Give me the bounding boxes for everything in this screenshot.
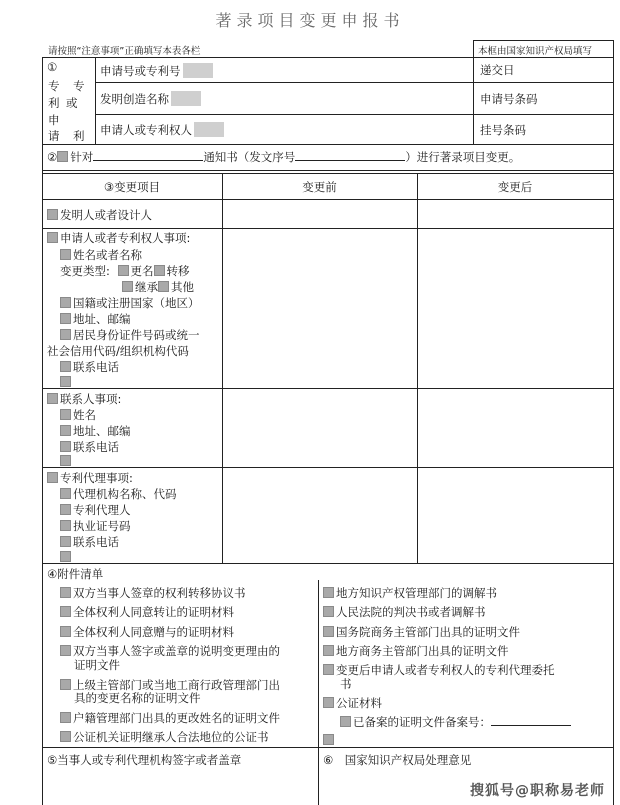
attachment-label: 人民法院的判决书或者调解书 xyxy=(336,605,486,619)
checkbox[interactable] xyxy=(60,520,71,531)
attachment-label: 公证材料 xyxy=(336,696,382,710)
header-after: 变更后 xyxy=(497,180,533,194)
checkbox[interactable] xyxy=(323,697,334,708)
redacted-value xyxy=(194,122,224,137)
contact-address-label: 地址、邮编 xyxy=(73,424,131,438)
attachment-option[interactable] xyxy=(323,695,382,711)
notice-serial-blank[interactable] xyxy=(295,151,405,161)
nationality-label: 国籍或注册国家（地区） xyxy=(73,296,200,310)
type-inherit-label: 继承 xyxy=(135,280,158,294)
name-option[interactable] xyxy=(60,247,142,263)
side-char: 或 xyxy=(66,96,78,110)
checkbox[interactable] xyxy=(122,281,133,292)
applicant-matters-option[interactable] xyxy=(47,230,190,246)
side-char: 利 xyxy=(48,96,60,110)
checkbox[interactable] xyxy=(60,376,71,387)
phone-option[interactable] xyxy=(60,359,119,375)
redacted-value xyxy=(171,91,201,106)
attachment-label: 公证机关证明继承人合法地位的公证书 xyxy=(73,730,269,744)
attachment-option[interactable] xyxy=(60,585,246,601)
nationality-option[interactable] xyxy=(60,295,200,311)
license-number-option[interactable] xyxy=(60,518,131,534)
contact-name-label: 姓名 xyxy=(73,408,96,422)
attachment-option[interactable] xyxy=(60,604,234,620)
checkbox[interactable] xyxy=(47,209,58,220)
section1-number: ① xyxy=(47,60,58,74)
attachment-label-cont: 证明文件 xyxy=(74,658,120,672)
blank-option[interactable] xyxy=(323,733,336,747)
attachment-label: 变更后申请人或者专利权人的专利代理委托 xyxy=(336,663,555,677)
section2-number: ② xyxy=(47,150,58,164)
checkbox[interactable] xyxy=(154,265,165,276)
checkbox[interactable] xyxy=(340,716,351,727)
checkbox[interactable] xyxy=(60,455,71,466)
inventor-label: 发明人或者设计人 xyxy=(60,208,152,222)
side-char: 利 xyxy=(73,129,85,143)
checkbox[interactable] xyxy=(60,249,71,260)
checkbox[interactable] xyxy=(60,329,71,340)
phone-label: 联系电话 xyxy=(73,360,119,374)
type-transfer-label: 转移 xyxy=(166,264,190,278)
checkbox[interactable] xyxy=(60,441,71,452)
attachment-option[interactable] xyxy=(323,624,520,640)
address-option[interactable] xyxy=(60,311,131,327)
application-barcode-label: 申请号条码 xyxy=(480,92,538,106)
patent-agent-label: 专利代理人 xyxy=(73,503,131,517)
checkbox[interactable] xyxy=(323,587,334,598)
notice-checkbox[interactable] xyxy=(57,151,68,162)
name-label: 姓名或者名称 xyxy=(73,248,142,262)
filing-number-blank[interactable] xyxy=(491,716,571,726)
applicant-field[interactable] xyxy=(100,122,224,138)
checkbox[interactable] xyxy=(60,313,71,324)
cnipa-opinion-label: ⑥ 国家知识产权局处理意见 xyxy=(323,753,472,767)
checkbox[interactable] xyxy=(60,297,71,308)
checkbox[interactable] xyxy=(60,551,71,562)
contact-name-option[interactable] xyxy=(60,407,96,423)
checkbox[interactable] xyxy=(60,645,71,656)
side-char: 请 xyxy=(48,129,60,143)
registered-barcode-label: 挂号条码 xyxy=(480,123,526,137)
attachment-label: 全体权利人同意赠与的证明材料 xyxy=(73,625,234,639)
application-number-field[interactable] xyxy=(100,63,213,79)
agency-matters-label: 专利代理事项: xyxy=(60,471,133,485)
invention-name-field[interactable] xyxy=(100,91,201,107)
type-other-label: 其他 xyxy=(171,280,194,294)
notice-mid: 通知书（发文序号 xyxy=(203,150,296,164)
id-number-label: 居民身份证件号码或统一 xyxy=(73,328,200,342)
side-char: 专 xyxy=(73,79,85,93)
attachment-label: 地方商务主管部门出具的证明文件 xyxy=(336,644,509,658)
address-label: 地址、邮编 xyxy=(73,312,131,326)
attachments-title: ④附件清单 xyxy=(47,567,104,581)
checkbox[interactable] xyxy=(323,645,334,656)
checkbox[interactable] xyxy=(60,425,71,436)
application-number-label: 申请号或专利号 xyxy=(100,64,181,78)
office-only-note: 本框由国家知识产权局填写 xyxy=(478,46,593,57)
attachment-option[interactable] xyxy=(60,710,280,726)
checkbox[interactable] xyxy=(158,281,169,292)
patent-agent-option[interactable] xyxy=(60,502,131,518)
notice-name-blank[interactable] xyxy=(93,151,203,161)
attachment-label: 上级主管部门或当地工商行政管理部门出 xyxy=(73,678,280,692)
notice-prefix: 针对 xyxy=(70,150,94,164)
checkbox[interactable] xyxy=(323,664,334,675)
contact-phone-option[interactable] xyxy=(60,439,119,455)
agency-phone-option[interactable] xyxy=(60,534,119,550)
checkbox[interactable] xyxy=(118,265,129,276)
redacted-value xyxy=(183,63,213,78)
checkbox[interactable] xyxy=(60,536,71,547)
contact-matters-label: 联系人事项: xyxy=(60,392,122,406)
attachment-option[interactable] xyxy=(323,643,509,659)
checkbox[interactable] xyxy=(323,734,334,745)
checkbox[interactable] xyxy=(323,626,334,637)
checkbox[interactable] xyxy=(60,712,71,723)
agency-name-label: 代理机构名称、代码 xyxy=(73,487,177,501)
attachment-label-cont: 具的变更名称的证明文件 xyxy=(74,691,201,705)
inventor-option[interactable] xyxy=(47,207,152,223)
change-type-label: 变更类型: xyxy=(60,264,110,278)
submission-date-label: 递交日 xyxy=(480,63,515,77)
notice-suffix: ）进行著录项目变更。 xyxy=(405,150,521,164)
applicant-matters-label: 申请人或者专利权人事项: xyxy=(60,231,191,245)
blank-option[interactable] xyxy=(60,454,73,468)
contact-matters-option[interactable] xyxy=(47,391,121,407)
attachment-label: 双方当事人签章的权利转移协议书 xyxy=(73,586,246,600)
checkbox[interactable] xyxy=(60,587,71,598)
invention-name-label: 发明创造名称 xyxy=(100,92,169,106)
checkbox[interactable] xyxy=(323,606,334,617)
attachment-option[interactable] xyxy=(60,624,234,640)
contact-phone-label: 联系电话 xyxy=(73,440,119,454)
id-number-option[interactable] xyxy=(60,327,200,343)
checkbox[interactable] xyxy=(60,679,71,690)
attachment-option[interactable] xyxy=(323,585,497,601)
filing-number-option[interactable] xyxy=(340,714,571,730)
agency-name-option[interactable] xyxy=(60,486,177,502)
change-type-row-2 xyxy=(122,279,194,295)
signature-section-label: ⑤当事人或专利代理机构签字或者盖章 xyxy=(47,753,242,767)
checkbox[interactable] xyxy=(47,472,58,483)
agency-matters-option[interactable] xyxy=(47,470,133,486)
blank-option[interactable] xyxy=(60,550,73,564)
checkbox[interactable] xyxy=(60,409,71,420)
fill-instruction: 请按照“注意事项”正确填写本表各栏 xyxy=(48,46,201,57)
contact-address-option[interactable] xyxy=(60,423,131,439)
checkbox[interactable] xyxy=(60,361,71,372)
attachment-label: 地方知识产权管理部门的调解书 xyxy=(336,586,497,600)
type-rename-label: 更名 xyxy=(130,264,154,278)
filing-number-label: 已备案的证明文件备案号： xyxy=(353,715,491,729)
checkbox[interactable] xyxy=(60,626,71,637)
agency-phone-label: 联系电话 xyxy=(73,535,119,549)
form-title: 著录项目变更申报书 xyxy=(215,11,405,30)
applicant-label: 申请人或专利权人 xyxy=(100,123,192,137)
attachment-label: 全体权利人同意转让的证明材料 xyxy=(73,605,234,619)
checkbox[interactable] xyxy=(47,232,58,243)
side-char: 专 xyxy=(48,79,60,93)
attachment-option[interactable] xyxy=(60,729,269,745)
id-number-label-cont: 社会信用代码/组织机构代码 xyxy=(47,344,189,358)
attachment-label: 双方当事人签字或盖章的说明变更理由的 xyxy=(73,644,280,658)
checkbox[interactable] xyxy=(47,393,58,404)
checkbox[interactable] xyxy=(60,606,71,617)
attachment-option[interactable] xyxy=(323,662,555,678)
attachment-label: 国务院商务主管部门出具的证明文件 xyxy=(336,625,520,639)
checkbox[interactable] xyxy=(60,504,71,515)
checkbox[interactable] xyxy=(60,731,71,742)
change-type-row xyxy=(60,263,190,279)
watermark: 搜狐号@职称易老师 xyxy=(470,783,605,799)
blank-option[interactable] xyxy=(60,375,73,389)
notice-line xyxy=(47,149,520,165)
header-change-item: ③变更项目 xyxy=(103,180,161,194)
license-number-label: 执业证号码 xyxy=(73,519,131,533)
checkbox[interactable] xyxy=(60,488,71,499)
attachment-label: 户籍管理部门出具的更改姓名的证明文件 xyxy=(73,711,280,725)
attachment-option[interactable] xyxy=(323,604,486,620)
header-before: 变更前 xyxy=(302,180,337,194)
attachment-label-cont: 书 xyxy=(340,677,352,691)
side-char: 申 xyxy=(48,113,60,127)
